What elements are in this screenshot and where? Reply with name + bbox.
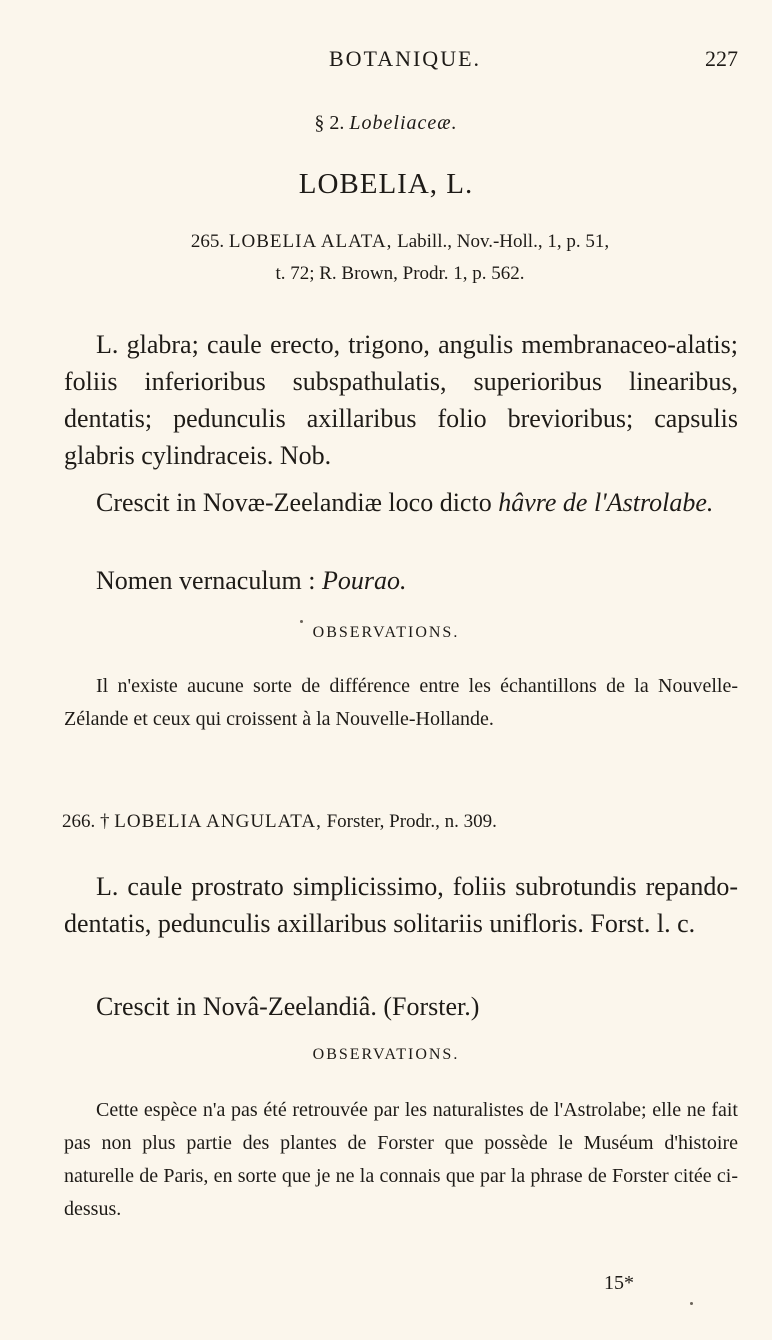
entry-265-vernacular — [64, 562, 738, 599]
page-number: 227 — [705, 46, 738, 71]
entry-265-number: 265. — [190, 231, 225, 252]
entry-265-habitat-place: hâvre de l'Astrolabe. — [498, 488, 714, 517]
vernacular-label: Nomen vernaculum : — [96, 566, 316, 595]
observations-heading-2: OBSERVATIONS. — [312, 1046, 460, 1063]
entry-266-number: 266. — [62, 811, 96, 832]
observation-266: Cette espèce n'a pas été retrouvée par les naturalistes de l'Astrolabe; elle ne fait pas non plus partie des plantes de Forster que possède le Muséum d'histoire naturelle de Paris, en sorte que je ne la connais que par la phrase de Forster citée ci-dessus. — [64, 1099, 738, 1220]
ink-speck — [300, 620, 303, 623]
printer-signature: 15* — [604, 1272, 634, 1294]
section-name: Lobeliaceæ. — [349, 112, 458, 134]
entry-266-description: L. caule prostrato simplicissimo, foliis subrotundis repando-dentatis, pedunculis axillaribus solitariis unifloris. Forst. l. c. — [64, 872, 738, 938]
section-heading — [0, 112, 772, 135]
entry-266-citation: Forster, Prodr., n. 309. — [326, 811, 497, 832]
entry-266-habitat: Crescit in Novâ-Zeelandiâ. (Forster.) — [96, 992, 480, 1021]
dagger-mark: † — [100, 811, 110, 832]
entry-265-citation: Labill., Nov.-Holl., 1, p. 51, — [397, 231, 610, 252]
section-number: 2. — [329, 112, 345, 134]
entry-265-heading — [62, 226, 738, 290]
section-symbol: § — [314, 112, 325, 134]
running-title: BOTANIQUE. — [328, 46, 482, 71]
entry-266-heading — [62, 806, 738, 838]
ink-speck — [690, 1302, 693, 1305]
entry-265-line-2: t. 72; R. Brown, Prodr. 1, p. 562. — [275, 263, 525, 284]
observation-265: Il n'existe aucune sorte de différence entre les échantillons de la Nouvelle-Zélande et ceux qui croissent à la Nouvelle-Hollande. — [64, 675, 738, 730]
genus-heading: LOBELIA, L. — [298, 168, 474, 200]
entry-265-habitat — [64, 484, 738, 521]
observations-heading-1: OBSERVATIONS. — [312, 624, 460, 641]
entry-265-name: LOBELIA ALATA, — [228, 231, 393, 252]
entry-265-line-1 — [62, 226, 738, 258]
entry-266-name: LOBELIA ANGULATA, — [114, 811, 322, 832]
vernacular-name: Pourao. — [322, 566, 407, 595]
running-header — [70, 46, 740, 78]
entry-265-description: L. glabra; caule erecto, trigono, angulis membranaceo-alatis; foliis inferioribus subspathulatis, superioribus linearibus, dentatis; pedunculis axillaribus folio brevioribus; capsulis glabris cylindraceis. Nob. — [64, 330, 738, 470]
entry-265-habitat-text: Crescit in Novæ-Zeelandiæ loco dicto — [96, 488, 492, 517]
